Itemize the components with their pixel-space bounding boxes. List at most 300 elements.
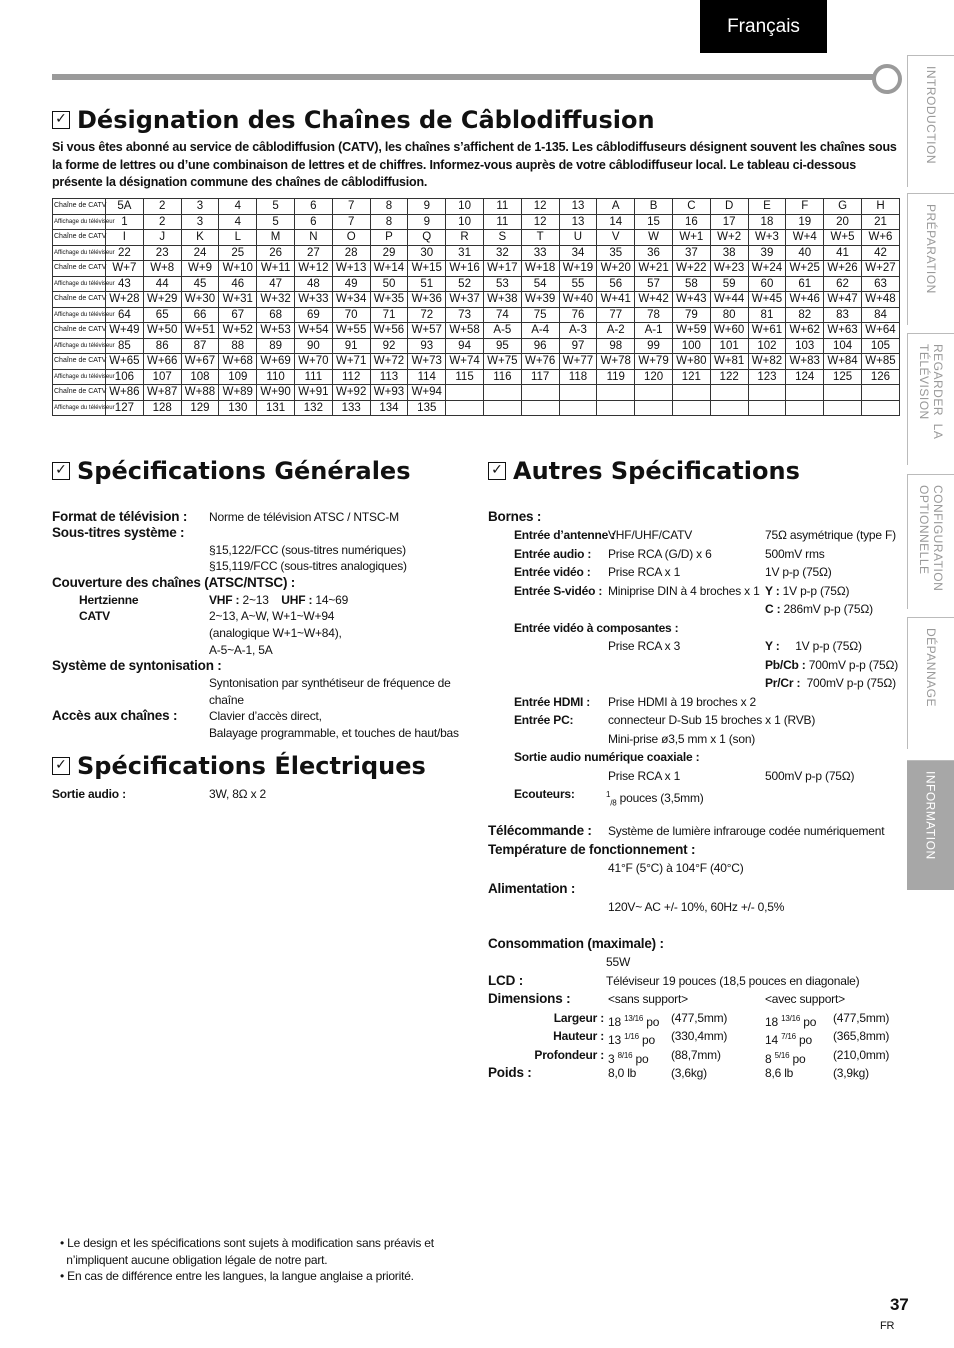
- access-value-1: Clavier d’accès direct,: [209, 709, 322, 723]
- display-cell: 125: [824, 369, 862, 385]
- display-cell: 131: [257, 400, 295, 416]
- display-cell: 39: [748, 245, 786, 261]
- display-cell: 119: [597, 369, 635, 385]
- catv-cell: 13: [559, 199, 597, 215]
- display-cell: 17: [710, 214, 748, 230]
- language-tab: Français: [700, 0, 827, 53]
- display-cell: 35: [597, 245, 635, 261]
- display-cell: 115: [446, 369, 484, 385]
- display-cell: 19: [786, 214, 824, 230]
- display-cell: 42: [861, 245, 899, 261]
- display-cell: [786, 400, 824, 416]
- display-cell: 75: [521, 307, 559, 323]
- width-label: Largeur :: [553, 1011, 604, 1025]
- display-cell: [824, 400, 862, 416]
- display-cell: 47: [257, 276, 295, 292]
- depth-with-stand-mm: (210,0mm): [833, 1048, 890, 1062]
- catv-cell: W+35: [370, 292, 408, 308]
- display-cell: 82: [786, 307, 824, 323]
- catv-cell: 2: [143, 199, 181, 215]
- catv-cell: 6: [294, 199, 332, 215]
- catv-cell: W+22: [672, 261, 710, 277]
- display-cell: 117: [521, 369, 559, 385]
- catv-cell: W+75: [483, 354, 521, 370]
- display-cell: 7: [332, 214, 370, 230]
- catv-cell: W+59: [672, 323, 710, 339]
- catv-cell: W+18: [521, 261, 559, 277]
- electrical-section-title: ✓ Spécifications Électriques: [52, 752, 426, 780]
- display-cell: 44: [143, 276, 181, 292]
- display-cell: 134: [370, 400, 408, 416]
- display-cell: [748, 400, 786, 416]
- catv-cell: N: [294, 230, 332, 246]
- catv-cell: W+66: [143, 354, 181, 370]
- catv-cell: W+87: [143, 385, 181, 401]
- remote-label: Télécommande :: [488, 823, 592, 838]
- catv-cell: W+79: [635, 354, 673, 370]
- catv-cell: H: [861, 199, 899, 215]
- catv-cell: W+70: [294, 354, 332, 370]
- antenna-spec: 75Ω asymétrique (type F): [765, 528, 896, 542]
- display-cell: 97: [559, 338, 597, 354]
- catv-row-label: Chaîne de CATV: [53, 385, 106, 401]
- catv-cell: W+13: [332, 261, 370, 277]
- display-row: [53, 369, 900, 385]
- display-cell: 101: [710, 338, 748, 354]
- catv-cell: P: [370, 230, 408, 246]
- remote-value: Système de lumière infrarouge codée numériquement: [608, 824, 885, 838]
- catv-cell: W+65: [106, 354, 144, 370]
- header-ring-icon: [872, 64, 902, 94]
- display-cell: 26: [257, 245, 295, 261]
- catv-row: [53, 199, 900, 215]
- checkbox-icon: ✓: [52, 462, 70, 480]
- height-no-stand-mm: (330,4mm): [671, 1029, 728, 1043]
- temp-label: Température de fonctionnement :: [488, 842, 696, 857]
- catv-cell: W+89: [219, 385, 257, 401]
- catv-cell: [559, 385, 597, 401]
- display-cell: 123: [748, 369, 786, 385]
- access-value-2: Balayage programmable, et touches de haut/bas: [209, 726, 459, 740]
- catv-cell: W+34: [332, 292, 370, 308]
- catv-cell: 8: [370, 199, 408, 215]
- display-cell: 3: [181, 214, 219, 230]
- display-cell: 112: [332, 369, 370, 385]
- catv-cell: W+3: [748, 230, 786, 246]
- catv-cell: W+4: [786, 230, 824, 246]
- display-row: [53, 276, 900, 292]
- catv-cell: W+61: [748, 323, 786, 339]
- catv-cell: W+1: [672, 230, 710, 246]
- height-with-stand: 14 $^{7/16}$ po: [765, 1032, 812, 1047]
- display-cell: [521, 400, 559, 416]
- display-cell: 129: [181, 400, 219, 416]
- display-cell: 92: [370, 338, 408, 354]
- side-tab-preparation[interactable]: PRÉPARATION: [907, 193, 954, 325]
- checkbox-icon: ✓: [52, 757, 70, 775]
- catv-cell: W+72: [370, 354, 408, 370]
- catv-cell: W+37: [446, 292, 484, 308]
- display-row-label: Affichage du téléviseur: [53, 276, 106, 292]
- side-tab-information[interactable]: INFORMATION: [907, 760, 954, 890]
- hdmi-value: Prise HDMI à 19 broches x 2: [608, 695, 756, 709]
- catv-cell: D: [710, 199, 748, 215]
- catv-cell: W+43: [672, 292, 710, 308]
- display-cell: 109: [219, 369, 257, 385]
- display-cell: 51: [408, 276, 446, 292]
- catv-cell: W+91: [294, 385, 332, 401]
- display-cell: 99: [635, 338, 673, 354]
- display-cell: 55: [559, 276, 597, 292]
- hdmi-label: Entrée HDMI :: [514, 695, 591, 709]
- width-with-stand: 18 $^{13/16}$ po: [765, 1014, 817, 1029]
- coax-label: Sortie audio numérique coaxiale :: [514, 750, 700, 764]
- temp-value: 41°F (5°C) à 104°F (40°C): [608, 861, 744, 875]
- catv-cell: A-5: [483, 323, 521, 339]
- note-1-cont: n’impliquent aucune obligation légale de notre part.: [60, 1253, 328, 1267]
- display-cell: 114: [408, 369, 446, 385]
- catv-cell: W+82: [748, 354, 786, 370]
- catv-row-label: Chaîne de CATV: [53, 261, 106, 277]
- display-cell: 46: [219, 276, 257, 292]
- svideo-y: Y : 1V p-p (75Ω): [765, 584, 850, 598]
- display-cell: 32: [483, 245, 521, 261]
- display-cell: 56: [597, 276, 635, 292]
- catv-value-2: (analogique W+1~W+84),: [209, 626, 342, 640]
- tv-format-value: Norme de télévision ATSC / NTSC-M: [209, 510, 399, 524]
- display-cell: 33: [521, 245, 559, 261]
- catv-cell: W+10: [219, 261, 257, 277]
- catv-cell: W+17: [483, 261, 521, 277]
- catv-cell: W+48: [861, 292, 899, 308]
- display-cell: 69: [294, 307, 332, 323]
- display-cell: [597, 400, 635, 416]
- catv-cell: W+77: [559, 354, 597, 370]
- display-cell: 108: [181, 369, 219, 385]
- display-cell: 100: [672, 338, 710, 354]
- display-cell: 98: [597, 338, 635, 354]
- width-with-stand-mm: (477,5mm): [833, 1011, 890, 1025]
- catv-cell: W+42: [635, 292, 673, 308]
- catv-cell: 10: [446, 199, 484, 215]
- catv-cell: W+44: [710, 292, 748, 308]
- display-cell: [710, 400, 748, 416]
- display-cell: 48: [294, 276, 332, 292]
- weight-no-stand-kg: (3,6kg): [671, 1066, 707, 1080]
- note-2: • En cas de différence entre les langues, la langue anglaise a priorité.: [60, 1269, 414, 1283]
- catv-cell: W+31: [219, 292, 257, 308]
- side-tab-optional-setup[interactable]: CONFIGURATION OPTIONNELLE: [907, 474, 954, 609]
- catv-cell: W+38: [483, 292, 521, 308]
- weight-with-stand-kg: (3,9kg): [833, 1066, 869, 1080]
- catv-cell: W+46: [786, 292, 824, 308]
- tuning-value-1: Syntonisation par synthétiseur de fréquence de: [209, 676, 451, 690]
- display-cell: 107: [143, 369, 181, 385]
- catv-cell: W+26: [824, 261, 862, 277]
- display-cell: 71: [370, 307, 408, 323]
- side-tab-introduction[interactable]: INTRODUCTION: [907, 55, 954, 187]
- display-cell: 30: [408, 245, 446, 261]
- display-cell: 15: [635, 214, 673, 230]
- display-cell: 13: [559, 214, 597, 230]
- side-tab-watching-tv[interactable]: REGARDER LA TÉLÉVISION: [907, 333, 954, 465]
- catv-cell: W+25: [786, 261, 824, 277]
- side-tab-troubleshooting[interactable]: DÉPANNAGE: [907, 617, 954, 749]
- display-cell: 16: [672, 214, 710, 230]
- display-cell: 118: [559, 369, 597, 385]
- display-cell: 43: [106, 276, 144, 292]
- height-with-stand-mm: (365,8mm): [833, 1029, 890, 1043]
- catv-cell: W: [635, 230, 673, 246]
- display-row-label: Affichage du téléviseur: [53, 245, 106, 261]
- height-no-stand: 13 $^{1/16}$ po: [608, 1032, 655, 1047]
- display-cell: 67: [219, 307, 257, 323]
- display-row-label: Affichage du téléviseur: [53, 400, 106, 416]
- weight-no-stand: 8,0 lb: [608, 1066, 637, 1080]
- display-cell: 81: [748, 307, 786, 323]
- catv-cell: W+54: [294, 323, 332, 339]
- depth-label: Profondeur :: [534, 1048, 604, 1062]
- catv-label: CATV: [79, 609, 110, 623]
- display-cell: 73: [446, 307, 484, 323]
- display-row-label: Affichage du téléviseur: [53, 214, 106, 230]
- depth-no-stand: 3 $^{8/16}$ po: [608, 1051, 649, 1066]
- catv-cell: W+62: [786, 323, 824, 339]
- catv-row-label: Chaîne de CATV: [53, 323, 106, 339]
- catv-cell: W+30: [181, 292, 219, 308]
- display-row-label: Affichage du téléviseur: [53, 338, 106, 354]
- display-cell: 40: [786, 245, 824, 261]
- catv-cell: W+49: [106, 323, 144, 339]
- display-cell: 78: [635, 307, 673, 323]
- display-cell: 62: [824, 276, 862, 292]
- display-cell: 105: [861, 338, 899, 354]
- tv-format-label: Format de télévision :: [52, 509, 188, 524]
- display-cell: 8: [370, 214, 408, 230]
- display-cell: 83: [824, 307, 862, 323]
- catv-cell: W+19: [559, 261, 597, 277]
- catv-row: [53, 292, 900, 308]
- catv-cell: 5: [257, 199, 295, 215]
- display-cell: 74: [483, 307, 521, 323]
- catv-cell: W+9: [181, 261, 219, 277]
- width-no-stand: 18 $^{13/16}$ po: [608, 1014, 660, 1029]
- catv-cell: [861, 385, 899, 401]
- display-cell: 87: [181, 338, 219, 354]
- display-cell: 27: [294, 245, 332, 261]
- catv-cell: B: [635, 199, 673, 215]
- catv-cell: W+73: [408, 354, 446, 370]
- display-cell: [635, 400, 673, 416]
- catv-cell: W+29: [143, 292, 181, 308]
- coax-spec: 500mV p-p (75Ω): [765, 769, 855, 783]
- display-cell: 116: [483, 369, 521, 385]
- display-cell: 22: [106, 245, 144, 261]
- page-number: 37: [890, 1295, 909, 1314]
- video-in-spec: 1V p-p (75Ω): [765, 565, 832, 579]
- catv-cell: [521, 385, 559, 401]
- display-cell: 60: [748, 276, 786, 292]
- catv-cell: W+60: [710, 323, 748, 339]
- display-cell: 122: [710, 369, 748, 385]
- catv-cell: W+14: [370, 261, 408, 277]
- display-cell: 18: [748, 214, 786, 230]
- display-row: [53, 338, 900, 354]
- catv-cell: W+12: [294, 261, 332, 277]
- display-cell: 132: [294, 400, 332, 416]
- display-cell: 68: [257, 307, 295, 323]
- display-cell: 64: [106, 307, 144, 323]
- display-row: [53, 307, 900, 323]
- display-cell: 61: [786, 276, 824, 292]
- display-cell: 80: [710, 307, 748, 323]
- display-cell: 121: [672, 369, 710, 385]
- catv-cell: W+5: [824, 230, 862, 246]
- catv-cell: W+63: [824, 323, 862, 339]
- display-cell: 70: [332, 307, 370, 323]
- catv-cell: A-4: [521, 323, 559, 339]
- catv-cell: W+23: [710, 261, 748, 277]
- general-section-title: ✓ Spécifications Générales: [52, 457, 410, 485]
- catv-cell: 9: [408, 199, 446, 215]
- catv-cell: W+90: [257, 385, 295, 401]
- catv-cell: J: [143, 230, 181, 246]
- catv-cell: W+8: [143, 261, 181, 277]
- catv-cell: O: [332, 230, 370, 246]
- display-cell: 5: [257, 214, 295, 230]
- catv-cell: W+57: [408, 323, 446, 339]
- catv-cell: Q: [408, 230, 446, 246]
- no-stand-header: <sans support>: [608, 992, 688, 1006]
- catv-cell: W+68: [219, 354, 257, 370]
- display-cell: 58: [672, 276, 710, 292]
- catv-row-label: Chaîne de CATV: [53, 230, 106, 246]
- weight-label: Poids :: [488, 1065, 532, 1080]
- component-label: Entrée vidéo à composantes :: [514, 621, 679, 635]
- catv-cell: W+69: [257, 354, 295, 370]
- svideo-value: Miniprise DIN à 4 broches x 1: [608, 584, 760, 598]
- catv-cell: W+83: [786, 354, 824, 370]
- catv-cell: W+16: [446, 261, 484, 277]
- tuning-label: Système de syntonisation :: [52, 658, 222, 673]
- display-cell: 31: [446, 245, 484, 261]
- cable-intro: Si vous êtes abonné au service de câblodiffusion (CATV), les chaînes s’affichent de 1-135. Les câblodiffuseurs désignent souvent les chaînes sous la forme de lettres ou d’une combinaison de lettres et de chiffres. Informez-vous auprès de votre câblodiffuseur local. Le tableau ci-dessous présente la désignation commune des chaînes de câblodiffusion.: [52, 140, 897, 189]
- catv-cell: W+32: [257, 292, 295, 308]
- audio-out-label: Sortie audio :: [52, 787, 126, 801]
- display-cell: 52: [446, 276, 484, 292]
- catv-cell: W+52: [219, 323, 257, 339]
- display-cell: 45: [181, 276, 219, 292]
- catv-value-3: A-5~A-1, 5A: [209, 643, 273, 657]
- catv-cell: W+39: [521, 292, 559, 308]
- catv-cell: 4: [219, 199, 257, 215]
- audio-in-value: Prise RCA (G/D) x 6: [608, 547, 712, 561]
- display-cell: 10: [446, 214, 484, 230]
- captions-label: Sous-titres système :: [52, 525, 185, 540]
- catv-cell: [710, 385, 748, 401]
- catv-cell: W+86: [106, 385, 144, 401]
- display-cell: 4: [219, 214, 257, 230]
- catv-cell: T: [521, 230, 559, 246]
- consumption-label: Consommation (maximale) :: [488, 936, 664, 951]
- catv-cell: [597, 385, 635, 401]
- earphones-label: Ecouteurs:: [514, 787, 575, 801]
- display-cell: 23: [143, 245, 181, 261]
- catv-cell: W+51: [181, 323, 219, 339]
- pc-value-2: Mini-prise ø3,5 mm x 1 (son): [608, 732, 756, 746]
- vhf-uhf-values: VHF : 2~13 UHF : 14~69: [209, 593, 349, 607]
- catv-cell: W+21: [635, 261, 673, 277]
- video-in-label: Entrée vidéo :: [514, 565, 591, 579]
- tuning-value-2: chaîne: [209, 693, 244, 707]
- catv-row-label: Chaîne de CATV: [53, 354, 106, 370]
- captions-value-2: §15,119/FCC (sous-titres analogiques): [209, 559, 407, 573]
- display-cell: 49: [332, 276, 370, 292]
- catv-cell: W+85: [861, 354, 899, 370]
- catv-cell: L: [219, 230, 257, 246]
- display-cell: 54: [521, 276, 559, 292]
- note-1: • Le design et les spécifications sont sujets à modification sans préavis et: [60, 1236, 434, 1250]
- display-cell: 28: [332, 245, 370, 261]
- display-row: [53, 400, 900, 416]
- catv-cell: W+33: [294, 292, 332, 308]
- captions-value-1: §15,122/FCC (sous-titres numériques): [209, 543, 406, 557]
- catv-cell: W+7: [106, 261, 144, 277]
- comp-y: Y : 1V p-p (75Ω): [765, 639, 862, 653]
- display-cell: 130: [219, 400, 257, 416]
- catv-row-label: Chaîne de CATV: [53, 199, 106, 215]
- catv-cell: 3: [181, 199, 219, 215]
- catv-cell: U: [559, 230, 597, 246]
- display-cell: 88: [219, 338, 257, 354]
- catv-cell: W+80: [672, 354, 710, 370]
- display-cell: 37: [672, 245, 710, 261]
- display-cell: 25: [219, 245, 257, 261]
- display-cell: 102: [748, 338, 786, 354]
- catv-cell: A-3: [559, 323, 597, 339]
- display-cell: [861, 400, 899, 416]
- catv-cell: W+53: [257, 323, 295, 339]
- display-cell: 111: [294, 369, 332, 385]
- width-no-stand-mm: (477,5mm): [671, 1011, 728, 1025]
- display-cell: 94: [446, 338, 484, 354]
- catv-cell: W+94: [408, 385, 446, 401]
- catv-cell: A-2: [597, 323, 635, 339]
- catv-row: [53, 230, 900, 246]
- catv-cell: W+84: [824, 354, 862, 370]
- catv-cell: W+50: [143, 323, 181, 339]
- comp-pr: Pr/Cr : 700mV p-p (75Ω): [765, 676, 896, 690]
- display-cell: 124: [786, 369, 824, 385]
- catv-cell: 12: [521, 199, 559, 215]
- catv-cell: W+71: [332, 354, 370, 370]
- display-cell: 38: [710, 245, 748, 261]
- svideo-c: C : 286mV p-p (75Ω): [765, 602, 873, 616]
- display-cell: 29: [370, 245, 408, 261]
- catv-row: [53, 385, 900, 401]
- checkbox-icon: ✓: [488, 462, 506, 480]
- catv-cell: [635, 385, 673, 401]
- catv-cell: [748, 385, 786, 401]
- catv-cell: W+15: [408, 261, 446, 277]
- catv-cell: F: [786, 199, 824, 215]
- display-cell: 66: [181, 307, 219, 323]
- antenna-value: VHF/UHF/CATV: [608, 528, 693, 542]
- display-cell: 14: [597, 214, 635, 230]
- display-cell: 110: [257, 369, 295, 385]
- catv-cell: [446, 385, 484, 401]
- display-cell: 106: [106, 369, 144, 385]
